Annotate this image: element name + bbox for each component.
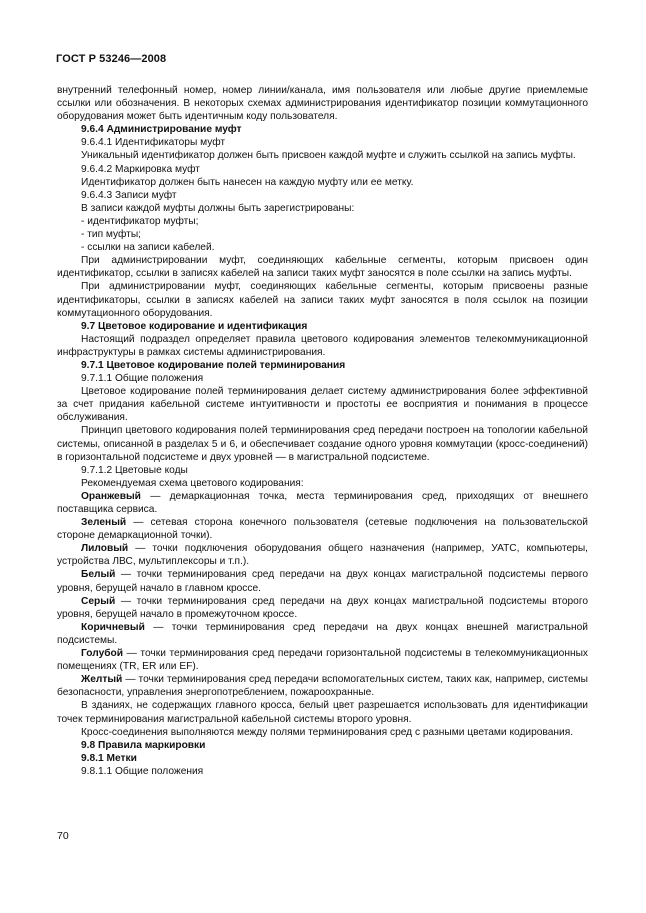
color-name: Голубой [81, 648, 124, 660]
color-name: Белый [81, 569, 116, 581]
subsection-title: 9.8.1.1 Общие положения [81, 765, 204, 777]
document-body [57, 84, 588, 778]
paragraph: Уникальный идентификатор должен быть присвоен каждой муфте и служить ссылкой на запись муфты. [81, 150, 576, 162]
color-description: — точки терминирования сред передачи на двух концах магистральной подсистемы первого уровня, берущей начало в главном кроссе. [57, 569, 588, 594]
paragraph: Рекомендуемая схема цветового кодирования: [81, 477, 304, 489]
color-code-item [57, 673, 588, 699]
paragraph: В записи каждой муфты должны быть зарегистрированы: [81, 202, 355, 214]
color-description: — демаркационная точка, места терминирования сред, приходящих от внешнего поставщика сервиса. [57, 490, 588, 515]
color-name: Коричневый [81, 621, 145, 633]
section-heading: 9.8.1 Метки [81, 752, 137, 764]
list-item: - ссылки на записи кабелей. [81, 242, 215, 254]
page-number: 70 [57, 830, 69, 842]
paragraph: При администрировании муфт, соединяющих кабельные сегменты, которым присвоены разные идентификаторы, ссылки в записях кабелей на записи таких муфт заносятся в поля ссылок на позиции коммутационного оборудования. [57, 281, 588, 319]
color-name: Зеленый [81, 517, 127, 529]
section-heading: 9.6.4 Администрирование муфт [81, 124, 242, 136]
color-name: Лиловый [81, 543, 129, 555]
paragraph: Настоящий подраздел определяет правила цветового кодирования элементов телекоммуникационной инфраструктуры в рамках системы администрирования. [57, 333, 588, 358]
color-code-item [57, 621, 588, 647]
color-name: Желтый [81, 674, 123, 686]
subsection-title: 9.6.4.1 Идентификаторы муфт [81, 137, 226, 149]
color-description: — сетевая сторона конечного пользователя (сетевые подключения на пользовательской стороне демаркационной точки). [57, 517, 588, 542]
paragraph: В зданиях, не содержащих главного кросса, белый цвет разрешается использовать для идентификации точек терминирования магистральной кабельной системы второго уровня. [57, 700, 588, 725]
color-code-item [57, 568, 588, 594]
paragraph: Кросс-соединения выполняются между полями терминирования сред с разными цветами кодирования. [81, 726, 574, 738]
section-heading: 9.7.1 Цветовое кодирование полей терминирования [81, 359, 346, 371]
color-description: — точки терминирования сред передачи горизонтальной подсистемы в телекоммуникационных помещениях (TR, ER или EF). [57, 648, 588, 673]
paragraph: Идентификатор должен быть нанесен на каждую муфту или ее метку. [81, 176, 414, 188]
color-code-item [57, 542, 588, 568]
subsection-title: 9.6.4.3 Записи муфт [81, 189, 177, 201]
color-description: — точки терминирования сред передачи на двух концах магистральной подсистемы второго уровня, берущей начало в промежуточном кроссе. [57, 595, 588, 620]
color-description: — точки терминирования сред передачи вспомогательных систем, таких как, например, системы безопасности, управления энергопотреблением, пожароохранные. [57, 674, 588, 699]
paragraph: При администрировании муфт, соединяющих кабельные сегменты, которым присвоен один идентификатор, ссылки в записях кабелей на записи таких муфт заносятся в поле ссылки на запись муфты. [57, 255, 588, 280]
color-code-item [57, 516, 588, 542]
color-name: Оранжевый [81, 490, 141, 502]
section-heading: 9.7 Цветовое кодирование и идентификация [81, 320, 308, 332]
color-code-item [57, 647, 588, 673]
color-name: Серый [81, 595, 116, 607]
list-item: - тип муфты; [81, 229, 142, 241]
list-item: - идентификатор муфты; [81, 215, 199, 227]
color-code-item [57, 595, 588, 621]
paragraph: Принцип цветового кодирования полей терминирования сред передачи построен на топологии кабельной системы, описанной в разделах 5 и 6, и обеспечивает создание одного уровня коммутации (кросс-соединений) в горизонтальной подсистеме и двух уровней — в магистральной подсистеме. [57, 425, 588, 463]
page-header-doc-id: ГОСТ Р 53246—2008 [56, 53, 167, 65]
color-description: — точки подключения оборудования общего назначения (например, УАТС, компьютеры, устройства ЛВС, мультиплексоры и т.п.). [57, 543, 588, 568]
color-description: — точки терминирования сред передачи на двух концах внешней магистральной подсистемы. [57, 621, 588, 646]
subsection-title: 9.6.4.2 Маркировка муфт [81, 163, 200, 175]
subsection-title: 9.7.1.2 Цветовые коды [81, 464, 188, 476]
paragraph: внутренний телефонный номер, номер линии/канала, имя пользователя или любые другие приемлемые ссылки или обозначения. В некоторых схемах администрирования идентификатор позиции коммутационного оборудования может быть идентичным коду пользователя. [57, 85, 588, 123]
color-code-item [57, 490, 588, 516]
section-heading: 9.8 Правила маркировки [81, 739, 206, 751]
subsection-title: 9.7.1.1 Общие положения [81, 373, 204, 385]
paragraph: Цветовое кодирование полей терминирования делает систему администрирования более эффективной за счет придания кабельной системе интуитивности и простоты ее восприятия и понимания в процессе обслуживания. [57, 386, 588, 424]
